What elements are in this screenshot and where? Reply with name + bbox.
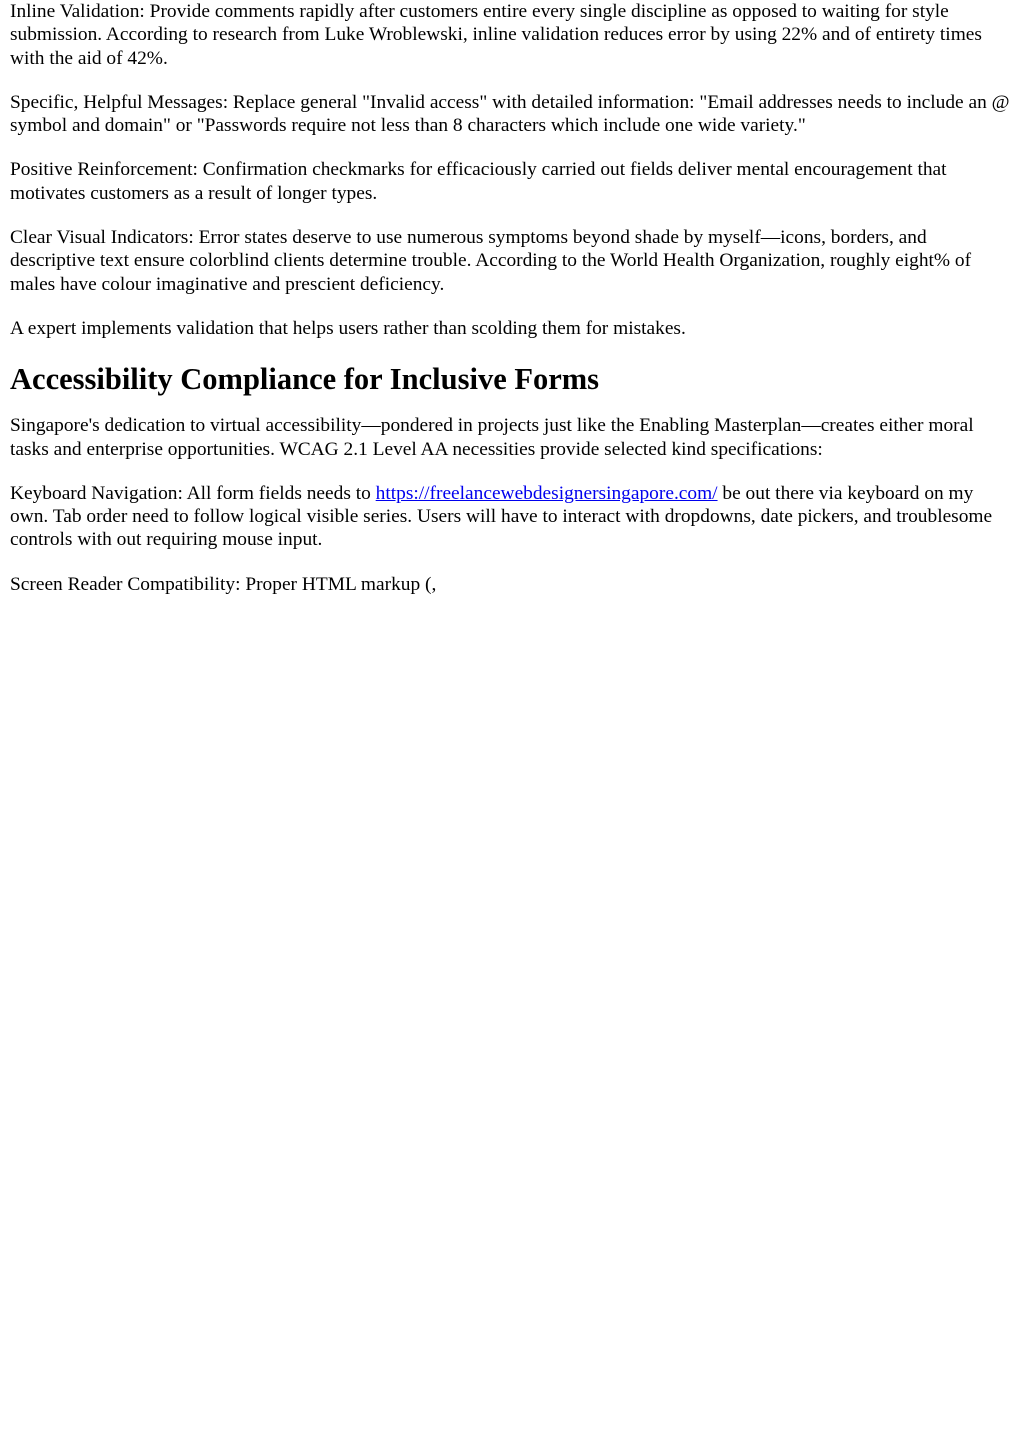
freelance-web-designer-link[interactable]: https://freelancewebdesignersingapore.com/ <box>375 482 718 504</box>
paragraph-helpful-messages: Specific, Helpful Messages: Replace general "Invalid access" with detailed information: "Email addresses needs to include an @ symbol and domain" or "Passwords require not less than 8 characters which include one wide variety." <box>10 91 1010 137</box>
paragraph-positive-reinforcement: Positive Reinforcement: Confirmation checkmarks for efficaciously carried out fields deliver mental encouragement that motivates customers as a result of longer types. <box>10 159 947 204</box>
paragraph-inline-validation: Inline Validation: Provide comments rapidly after customers entire every single discipline as opposed to waiting for style submission. According to research from Luke Wroblewski, inline validation reduces error by using 22% and of entirety times with the aid of 42%. <box>10 1 982 69</box>
paragraph-expert-validation: A expert implements validation that helps users rather than scolding them for mistakes. <box>10 317 686 339</box>
paragraph-screen-reader: Screen Reader Compatibility: Proper HTML markup (, <box>10 573 437 595</box>
paragraph-visual-indicators: Clear Visual Indicators: Error states deserve to use numerous symptoms beyond shade by myself—icons, borders, and descriptive text ensure colorblind clients determine trouble. According to the World Health Organization, roughly eight% of males have colour imaginative and prescient deficiency. <box>10 227 972 295</box>
paragraph-keyboard-navigation <box>10 482 1014 552</box>
article-body <box>0 0 1024 596</box>
keyboard-text-before-link: Keyboard Navigation: All form fields needs to <box>10 482 376 504</box>
keyboard-text-after-link: be out there via keyboard on my own. Tab order need to follow logical visible series. Users will have to interact with dropdowns, date pickers, and troublesome controls with out requiring mouse input. <box>10 482 993 551</box>
section-heading: Accessibility Compliance for Inclusive Forms <box>10 362 600 397</box>
paragraph-singapore: Singapore's dedication to virtual accessibility—pondered in projects just like the Enabling Masterplan—creates either moral tasks and enterprise opportunities. WCAG 2.1 Level AA necessities provide selected kind specifications: <box>10 415 974 460</box>
